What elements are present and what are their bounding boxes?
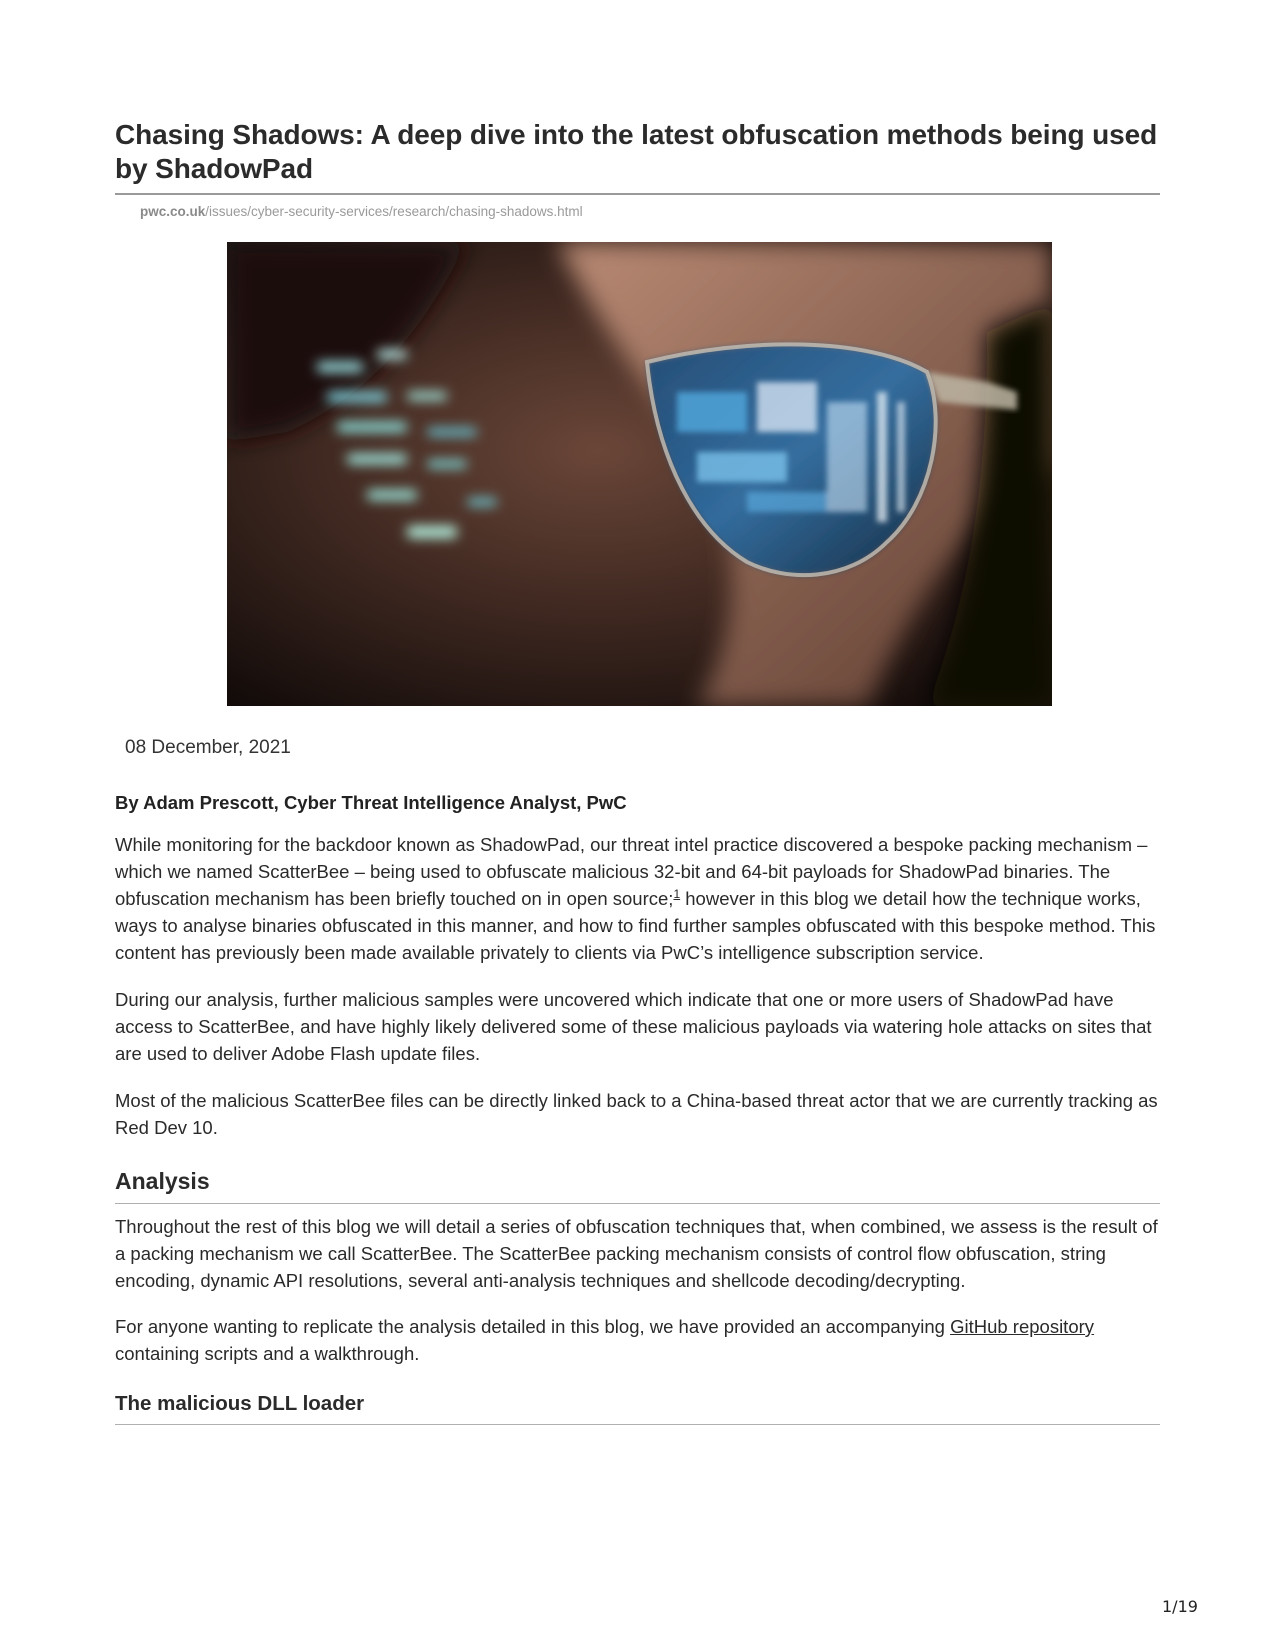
article-byline: By Adam Prescott, Cyber Threat Intelligence Analyst, PwC — [115, 792, 627, 813]
hero-photo-glasses-reflection — [227, 242, 1052, 706]
analysis-divider — [115, 1203, 1160, 1204]
footnote-link[interactable]: 1 — [673, 886, 681, 901]
source-url[interactable] — [140, 204, 1160, 219]
analysis-paragraph-2-text-a: For anyone wanting to replicate the analysis detailed in this blog, we have provided an accompanying — [115, 1316, 951, 1337]
intro-paragraph-1-text-b: however in this blog we detail how the technique works, ways to analyse binaries obfuscated in this manner, and how to find further samples obfuscated with this bespoke method. This content has previously been made available privately to clients via PwC’s intelligence subscription service. — [115, 888, 1156, 963]
intro-paragraph-3: Most of the malicious ScatterBee files can be directly linked back to a China-based threat actor that we are currently tracking as Red Dev 10. — [115, 1090, 1158, 1138]
article — [115, 118, 1160, 1425]
hero-image — [227, 242, 1052, 706]
article-title: Chasing Shadows: A deep dive into the latest obfuscation methods being used by ShadowPad — [115, 119, 1158, 184]
analysis-heading: Analysis — [115, 1168, 210, 1194]
analysis-paragraph-2 — [115, 1313, 1160, 1367]
dll-loader-heading: The malicious DLL loader — [115, 1392, 365, 1415]
article-date: 08 December, 2021 — [125, 737, 291, 758]
page-number: 1/19 — [1162, 1597, 1198, 1616]
source-url-host: pwc.co.uk — [140, 204, 206, 219]
source-url-path: /issues/cyber-security-services/research/chasing-shadows.html — [205, 204, 583, 219]
title-divider — [115, 193, 1160, 195]
intro-paragraph-1 — [115, 831, 1160, 966]
intro-paragraph-2: During our analysis, further malicious samples were uncovered which indicate that one or more users of ShadowPad have access to ScatterBee, and have highly likely delivered some of these malicious payloads via watering hole attacks on sites that are used to deliver Adobe Flash update files. — [115, 989, 1152, 1064]
intro-paragraph-1-text-a: While monitoring for the backdoor known as ShadowPad, our threat intel practice discovered a bespoke packing mechanism – which we named ScatterBee – being used to obfuscate malicious 32-bit and 64-bit payloads for ShadowPad binaries. The obfuscation mechanism has been briefly touched on in open source; — [115, 834, 1148, 909]
dll-loader-divider — [115, 1424, 1160, 1425]
github-repository-link[interactable]: GitHub repository — [950, 1316, 1095, 1337]
analysis-paragraph-2-text-b: containing scripts and a walkthrough. — [115, 1343, 420, 1364]
analysis-paragraph-1: Throughout the rest of this blog we will detail a series of obfuscation techniques that, when combined, we assess is the result of a packing mechanism we call ScatterBee. The ScatterBee packing mechanism consists of control flow obfuscation, string encoding, dynamic API resolutions, several anti-analysis techniques and shellcode decoding/decrypting. — [115, 1216, 1158, 1291]
